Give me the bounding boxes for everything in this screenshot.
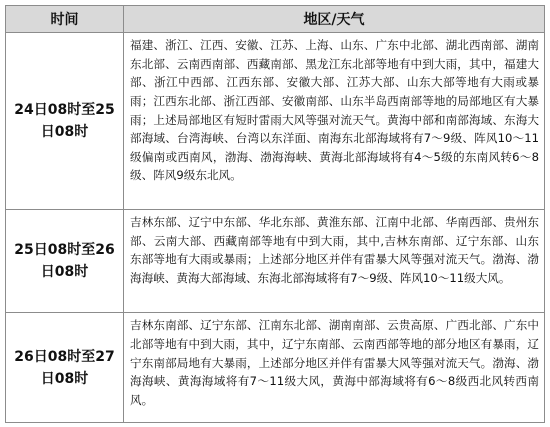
table-row — [6, 33, 545, 210]
weather-forecast-table — [5, 5, 545, 423]
time-line-1: 26日08时至27 — [14, 348, 115, 365]
time-cell — [6, 313, 124, 423]
time-line-2: 日08时 — [40, 264, 89, 281]
time-cell — [6, 209, 124, 312]
table-header-row — [6, 6, 545, 33]
time-cell — [6, 33, 124, 210]
table-row — [6, 313, 545, 423]
time-line-1: 25日08时至26 — [14, 242, 115, 259]
time-line-2: 日08时 — [40, 370, 89, 387]
header-region-weather: 地区/天气 — [124, 6, 545, 33]
weather-cell: 吉林东部、辽宁中东部、华北东部、黄淮东部、江南中北部、华南西部、贵州东部、云南大部、西藏南部等地有中到大雨，其中,吉林东南部、辽宁东部、山东东部等地有大雨或暴雨；上述部分地区并伴有雷暴大风等强对流天气。渤海、渤海海峡、黄海大部海域、东海北部海域将有7～9级、阵风10～11级大风。 — [124, 209, 545, 312]
time-line-2: 日08时 — [40, 124, 89, 141]
time-line-1: 24日08时至25 — [14, 102, 115, 119]
header-time: 时间 — [6, 6, 124, 33]
weather-cell: 福建、浙江、江西、安徽、江苏、上海、山东、广东中北部、湖北西南部、湖南东北部、云南西南部、西藏南部、黑龙江东北部等地有中到大雨，其中，福建大部、浙江中西部、江西东部、安徽大部、江苏大部、山东大部等地有大雨或暴雨；江西东北部、浙江西部、安徽南部、山东半岛西南部等地的局部地区有大暴雨；上述局部地区有短时雷雨大风等强对流天气。黄海中部和南部海域、东海大部海域、台湾海峡、台湾以东洋面、南海东北部海域将有7～9级、阵风10～11级偏南或西南风，渤海、渤海海峡、黄海北部海域将有4～5级的东南风转6～8级、阵风9级东北风。 — [124, 33, 545, 210]
weather-cell: 吉林东南部、辽宁东部、江南东北部、湖南南部、云贵高原、广西北部、广东中北部等地有中到大雨，其中，辽宁东南部、云南西部等地的部分地区有暴雨，辽宁东南部局地有大暴雨，上述部分地区并伴有雷暴大风等强对流天气。渤海、渤海海峡、黄海海域将有7～11级大风，黄海中部海域将有6～8级西北风转西南风。 — [124, 313, 545, 423]
table-row — [6, 209, 545, 312]
